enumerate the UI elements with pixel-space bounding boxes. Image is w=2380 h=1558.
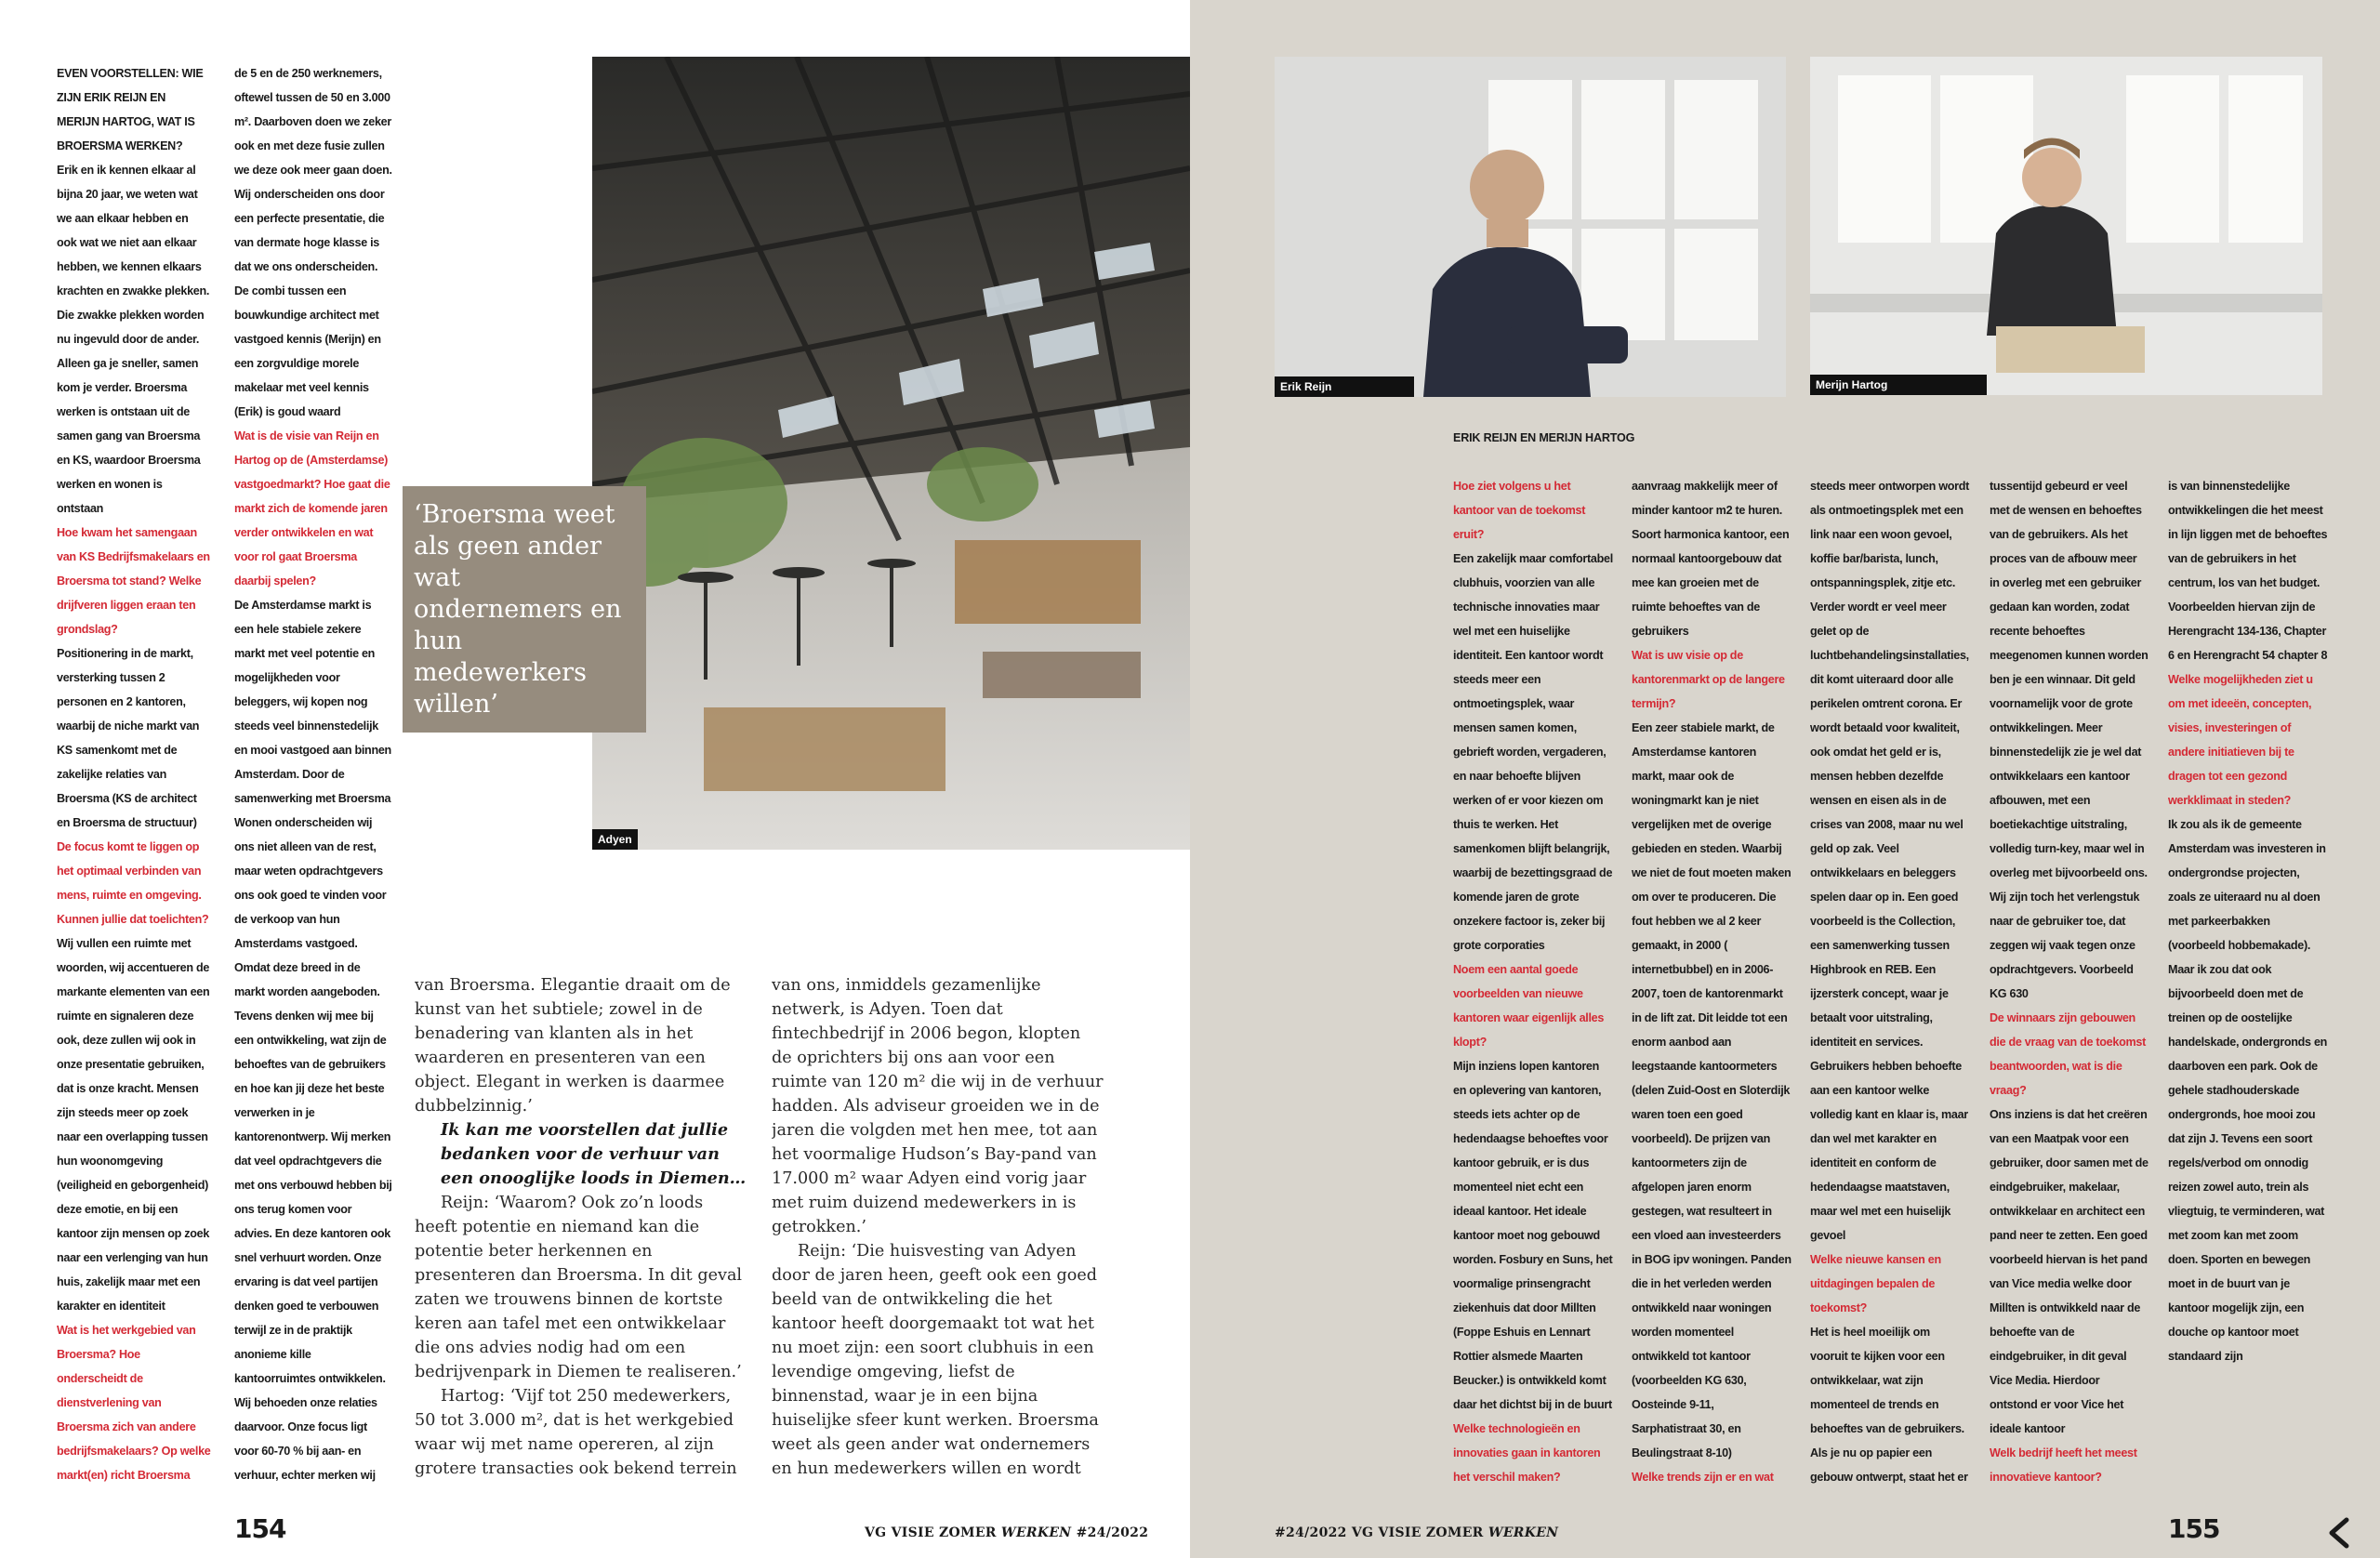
interview-question: De focus komt te liggen op het optimaal verbinden van mens, ruimte en omgeving. Kunnen jullie dat toelichten? [57, 840, 209, 926]
paragraph: tussentijd gebeurd er veel met de wensen en behoeftes van de gebruikers. Als het proces van de afbouw meer in overleg met een gebruiker gedaan kan worden, zodat recente behoeftes meegenomen kunnen worden ben je een winnaar. Dit geld voornamelijk voor de grote ontwikkelingen. Meer binnenstedelijk zie je wel dat ontwikkelaars een kantoor afbouwen, met een boetiekachtige uitstraling, volledig turn-key, maar wel in overleg met bijvoorbeeld ons. Wij zijn toch het verlengstuk naar de gebruiker toe, dat zeggen wij vaak tegen onze opdrachtgevers. Voorbeeld KG 630 [1990, 480, 2149, 1000]
paragraph: van Broersma. Elegantie draait om de kunst van het subtiele; zowel in de benadering van klanten als in het waarderen en presenteren van een object. Elegant in werken is daarmee dubbelzinnig.’ [415, 976, 731, 1116]
paragraph: van ons, inmiddels gezamenlijke netwerk, is Adyen. Toen dat fintechbedrijf in 2006 begon, klopten de oprichters bij ons aan voor een ruimte van 120 m² die wij in de verhuur hadden. Als adviseur groeiden we in de jaren die volgden met hen mee, tot aan het voormalige Hudson’s Bay-pand van 17.000 m² waar Adyen eind vorig jaar met ruim duizend medewerkers in is getrokken.’ [772, 976, 1104, 1236]
interview-question: Hoe ziet volgens u het kantoor van de toekomst eruit? [1453, 480, 1586, 541]
pull-quote-text: ‘Broersma weet als geen ander wat ondernemers en hun medewerkers willen’ [414, 500, 622, 719]
interview-question: Wat is de visie van Reijn en Hartog op de (Amsterdamse) vastgoedmarkt? Hoe gaat die markt zich de komende jaren verder ontwikkelen en wat voor rol gaat Broersma daarbij spelen? [234, 429, 390, 588]
interview-column-1 [57, 61, 211, 1484]
chevron-left-icon[interactable] [2326, 1516, 2352, 1550]
right-column-3 [1810, 474, 1970, 1487]
footer-section: WERKEN [1000, 1525, 1072, 1540]
paragraph: Erik en ik kennen elkaar al bijna 20 jaar, we weten wat we aan elkaar hebben en ook wat we niet aan elkaar hebben, we kennen elkaars krachten en zwakke plekken. Die zwakke plekken worden nu ingevuld door de ander. Alleen ga je sneller, samen kom je verder. Broersma werken is ontstaan uit de samen gang van Broersma en KS, waardoor Broersma werken en wonen is ontstaan [57, 164, 210, 515]
interview-question: Welke technologieën en innovaties gaan in kantoren het verschil maken? [1453, 1422, 1601, 1484]
interview-question: Welk bedrijf heeft het meest innovatieve kantoor? [1990, 1446, 2137, 1484]
footer-magazine-left [865, 1525, 1148, 1540]
interview-question: Welke nieuwe kansen en uitdagingen bepalen de toekomst? [1810, 1253, 1941, 1314]
paragraph: de 5 en de 250 werknemers, oftewel tussen de 50 en 3.000 m². Daarboven doen we zeker ook en met deze fusie zullen we deze ook meer gaan doen. Wij onderscheiden ons door een perfecte presentatie, die van dermate hoge klasse is dat we ons onderscheiden. De combi tussen een bouwkundige architect met vastgoed kennis (Merijn) en een zorgvuldige morele makelaar met veel kennis (Erik) is goud waard [234, 67, 392, 418]
article-column-1 [415, 973, 747, 1485]
paragraph: Reijn: ‘Waarom? Ook zo’n loods heeft potentie en niemand kan die potentie beter herkennen en presenteren dan Broersma. In dit geval zaten we trouwens binnen de kortste keren aan tafel met een ontwikkelaar die ons advies nodig had om een bedrijvenpark in Diemen te realiseren.’ [415, 1194, 743, 1381]
office-illustration [592, 57, 1190, 850]
paragraph: Hartog: ‘Vijf tot 250 medewerkers, 50 tot 3.000 m², dat is het werkgebied waar wij met name opereren, al zijn grotere transacties ook bekend terrein [415, 1387, 737, 1478]
article-column-2 [772, 973, 1104, 1485]
footer-issue-right: #24/2022 [1275, 1525, 1347, 1540]
interview-heading: EVEN VOORSTELLEN: WIE ZIJN ERIK REIJN EN MERIJN HARTOG, WAT IS BROERSMA WERKEN? [57, 67, 204, 152]
right-column-5 [2168, 474, 2328, 1487]
photo-caption-erik: Erik Reijn [1275, 376, 1414, 397]
page-number-right: 155 [2168, 1513, 2220, 1544]
paragraph: Ik zou als ik de gemeente Amsterdam was investeren in ondergrondse projecten, zoals ze uiteraard nu al doen met parkeerbakken (voorbeeld hobbemakade). Maar ik zou dat ook bijvoorbeeld doen met de treinen op de oostelijke handelskade, ondergronds en daarboven een park. Ook de gehele stadhouderskade ondergronds, hoe mooi zou dat zijn J. Tevens een soort regels/verbod om onnodig reizen zowel auto, trein als vliegtuig, te verminderen, wat met zoom kan met zoom doen. Sporten en bewegen moet in de buurt van je kantoor mogelijk zijn, een douche op kantoor moet standaard zijn [2168, 818, 2328, 1363]
paragraph: Een zeer stabiele markt, de Amsterdamse kantoren markt, maar ook de woningmarkt kan je niet vergelijken met de overige gebieden en steden. Waarbij we niet de fout moeten maken om over te produceren. Die fout hebben we al 2 keer gemaakt, in 2000 ( internetbubbel) en in 2006-2007, toen de kantorenmarkt in de lift zat. Dit leidde tot een enorm aanbod aan leegstaande kantoormeters (delen Zuid-Oost en Sloterdijk waren toen een goed voorbeeld). De prijzen van kantoormeters zijn de afgelopen jaren enorm gestegen, wat resulteert in een vloed aan investeerders in BOG ipv woningen. Panden die in het verleden werden ontwikkeld naar woningen worden momenteel ontwikkeld tot kantoor (voorbeelden KG 630, Oosteinde 9-11, Sarphatistraat 30, en Beulingstraat 8-10) [1632, 721, 1792, 1459]
interview-question: Wat is uw visie op de kantorenmarkt op de langere termijn? [1632, 649, 1785, 710]
right-column-4 [1990, 474, 2149, 1487]
interview-question: Hoe kwam het samengaan van KS Bedrijfsmakelaars en Broersma tot stand? Welke drijfveren liggen eraan ten grondslag? [57, 526, 210, 636]
footer-magazine-right [1275, 1525, 1558, 1540]
paragraph: Reijn: ‘Die huisvesting van Adyen door de jaren heen, geeft ook een goed beeld van de ontwikkeling die het kantoor heeft doorgemaakt tot wat het nu moet zijn: een soort clubhuis in een levendige omgeving, liefst de binnenstad, waar je in een bijna huiselijke sfeer kunt werken. Broersma weet als geen ander wat ondernemers en hun medewerkers willen en wordt [772, 1242, 1099, 1478]
footer-mag-name: VG VISIE ZOMER [865, 1525, 997, 1540]
photo-caption-adyen: Adyen [592, 829, 638, 850]
paragraph: Het is heel moeilijk om vooruit te kijken voor een ontwikkelaar, wat zijn momenteel de trends en behoeftes van de gebruikers. Als je nu op papier een gebouw ontwerpt, staat het er [1810, 1326, 1968, 1484]
photo-merijn-hartog [1810, 57, 2322, 395]
paragraph: Mijn inziens lopen kantoren en oplevering van kantoren, steeds iets achter op de hedendaagse behoeftes voor kantoor gebruik, er is dus momenteel niet echt een ideaal kantoor. Het ideale kantoor moet nog gebouwd worden. Fosbury en Suns, het voormalige prinsengracht ziekenhuis dat door Millten (Foppe Eshuis en Lennart Rottier alsmede Maarten Beucker.) is ontwikkeld komt daar het dichtst bij in de buurt [1453, 1060, 1613, 1411]
interview-question: Welke trends zijn er en wat [1632, 1471, 1774, 1484]
interview-question: Welke mogelijkheden ziet u om met ideeën, concepten, visies, investeringen of andere initiatieven bij te dragen tot een gezond werkklimaat in steden? [2168, 673, 2313, 807]
interview-question: Noem een aantal goede voorbeelden van nieuwe kantoren waar eigenlijk alles klopt? [1453, 963, 1605, 1049]
interview-question: Wat is het werkgebied van Broersma? Hoe onderscheidt de dienstverlening van Broersma zich van andere bedrijfsmakelaars? Op welke markt(en) richt Broersma [57, 1324, 211, 1482]
paragraph: is van binnenstedelijke ontwikkelingen die het meest in lijn liggen met de behoeftes van de gebruikers in het centrum, los van het budget. Voorbeelden hiervan zijn de Herengracht 134-136, Chapter 6 en Herengracht 54 chapter 8 [2168, 480, 2328, 662]
merijn-portrait [1810, 57, 2322, 395]
pull-quote [403, 486, 646, 733]
footer-issue: #24/2022 [1076, 1525, 1149, 1540]
right-column-1 [1453, 474, 1613, 1487]
lead-question: Ik kan me voorstellen dat jullie bedanken voor de verhuur van een onooglijke loods in Diemen… [441, 1120, 747, 1188]
footer-section-right: WERKEN [1488, 1525, 1559, 1540]
paragraph: Een zakelijk maar comfortabel clubhuis, voorzien van alle technische innovaties maar wel met een huiselijke identiteit. Een kantoor wordt steeds meer een ontmoetingsplek, waar mensen samen komen, gebrieft worden, vergaderen, en naar behoefte blijven werken of er voor kiezen om thuis te werken. Het samenkomen blijft belangrijk, waarbij de bezettingsgraad de komende jaren de grote onzekere factoor is, zeker bij grote corporaties [1453, 552, 1613, 952]
paragraph: Positionering in de markt, versterking tussen 2 personen en 2 kantoren, waarbij de niche markt van KS samenkomt met de zakelijke relaties van Broersma (KS de architect en Broersma de structuur) [57, 647, 200, 829]
photo-erik-reijn [1275, 57, 1786, 397]
interview-question: De winnaars zijn gebouwen die de vraag van de toekomst beantwoorden, wat is die vraag? [1990, 1011, 2146, 1097]
paragraph: De Amsterdamse markt is een hele stabiele zekere markt met veel potentie en mogelijkheden voor beleggers, wij kopen nog steeds veel binnenstedelijk en mooi vastgoed aan binnen Amsterdam. Door de samenwerking met Broersma Wonen onderscheiden wij ons niet alleen van de rest, maar weten opdrachtgevers ons ook goed te vinden voor de verkoop van hun Amsterdams vastgoed. Omdat deze breed in de markt worden aangeboden. Tevens denken wij mee bij een ontwikkeling, wat zijn de behoeftes van de gebruikers en hoe kan jij deze het beste verwerken in je kantorenontwerp. Wij merken dat veel opdrachtgevers die met ons verbouwd hebben bij ons terug komen voor advies. En deze kantoren ook snel verhuurt worden. Onze ervaring is dat veel partijen denken goed te verbouwen terwijl ze in de praktijk anonieme kille kantoorruimtes ontwikkelen. Wij behoeden onze relaties daarvoor. Onze focus ligt voor 60-70 % bij aan- en verhuur, echter merken wij [234, 599, 392, 1482]
footer-mag-name-right: VG VISIE ZOMER [1351, 1525, 1484, 1540]
paragraph: Ons inziens is dat het creëren van een Maatpak voor een gebruiker, door samen met de eindgebruiker, makelaar, ontwikkelaar en architect een pand neer te zetten. Een goed voorbeeld hiervan is het pand van Vice media welke door Millten is ontwikkeld naar de behoefte van de eindgebruiker, in dit geval Vice Media. Hierdoor ontstond er voor Vice het ideale kantoor [1990, 1108, 2149, 1435]
erik-portrait [1275, 57, 1786, 397]
office-photo [592, 57, 1190, 850]
paragraph: aanvraag makkelijk meer of minder kantoor m2 te huren. Soort harmonica kantoor, een normaal kantoorgebouw dat mee kan groeien met de ruimte behoeftes van de gebruikers [1632, 480, 1790, 638]
page-number-left: 154 [234, 1513, 286, 1544]
paragraph: steeds meer ontworpen wordt als ontmoetingsplek met een link naar een woon gevoel, koffie bar/barista, lunch, ontspanningsplek, zitje etc. Verder wordt er veel meer geIet op de luchtbehandelingsinstallaties, dit komt uiteraard door alle perikelen omtrent corona. Er wordt betaald voor kwaliteit, ook omdat het geld er is, mensen hebben dezelfde wensen en eisen als in de crises van 2008, maar nu wel geld op zak. Veel ontwikkelaars en beleggers spelen daar op in. Een goed voorbeeld is the Collection, een samenwerking tussen Highbrook en REB. Een ijzersterk concept, waar je betaalt voor uitstraling, identiteit en services. Gebruikers hebben behoefte aan een kantoor welke volledig kant en klaar is, maar dan wel met karakter en identiteit en conform de hedendaagse maatstaven, maar wel met een huiselijk gevoel [1810, 480, 1970, 1242]
interview-column-2 [234, 61, 392, 1484]
photo-caption-merijn: Merijn Hartog [1810, 375, 1987, 395]
section-heading: ERIK REIJN EN MERIJN HARTOG [1453, 431, 1635, 444]
paragraph: Wij vullen een ruimte met woorden, wij accentueren de markante elementen van een ruimte en signaleren deze ook, deze zullen wij ook in onze presentatie gebruiken, dat is onze kracht. Mensen zijn steeds meer op zoek naar een overlapping tussen hun woonomgeving (veiligheid en geborgenheid) deze emotie, en bij een kantoor zijn mensen op zoek naar een verlenging van hun huis, zakelijk maar met een karakter en identiteit [57, 937, 210, 1313]
right-column-2 [1632, 474, 1792, 1487]
